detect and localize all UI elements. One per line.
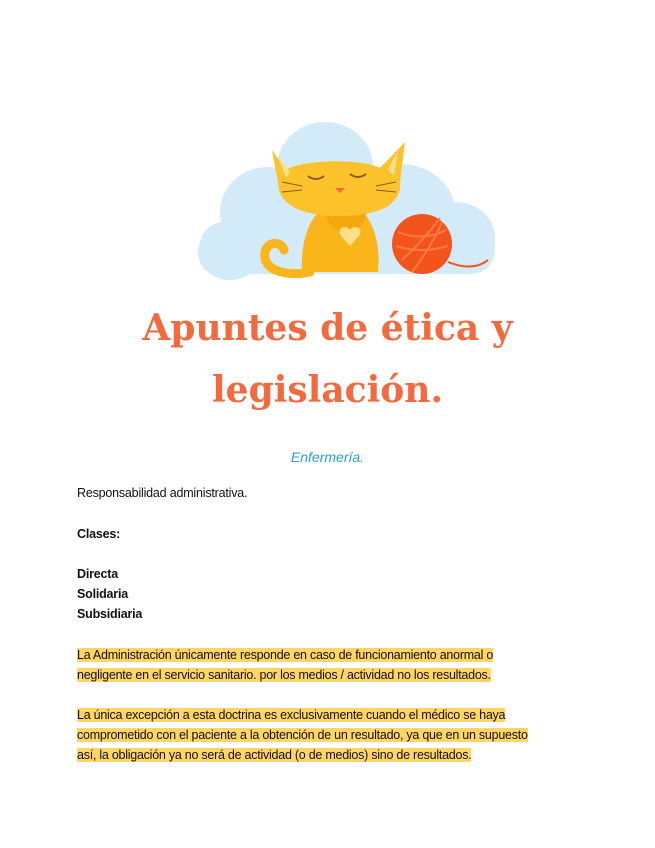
paragraph-1-line-1: La Administración únicamente responde en caso de funcionamiento anormal o xyxy=(77,648,494,662)
class-item-directa: Directa xyxy=(77,567,118,581)
document-title-line2: legislación. xyxy=(211,369,443,411)
cat-with-yarn-illustration xyxy=(190,112,500,282)
paragraph-2-line-2: comprometido con el paciente a la obtención de un resultado, ya que en un supuesto xyxy=(77,728,528,742)
paragraph-2-line-1: La única excepción a esta doctrina es exclusivamente cuando el médico se haya xyxy=(77,708,506,722)
classes-label: Clases: xyxy=(77,527,121,541)
document-subtitle: Enfermería. xyxy=(290,449,365,465)
section-heading: Responsabilidad administrativa. xyxy=(77,486,248,500)
yarn-ball xyxy=(392,214,452,274)
document-title-line1: Apuntes de ética y xyxy=(142,307,513,349)
paragraph-1 xyxy=(77,645,577,685)
paragraph-1-line-2: negligente en el servicio sanitario. por los medios / actividad no los resultados. xyxy=(77,668,491,682)
paragraph-2 xyxy=(77,705,577,765)
class-item-subsidiaria: Subsidiaria xyxy=(77,607,143,621)
paragraph-2-line-3: así, la obligación ya no será de actividad (o de medios) sino de resultados. xyxy=(77,748,472,762)
class-item-solidaria: Solidaria xyxy=(77,587,128,601)
